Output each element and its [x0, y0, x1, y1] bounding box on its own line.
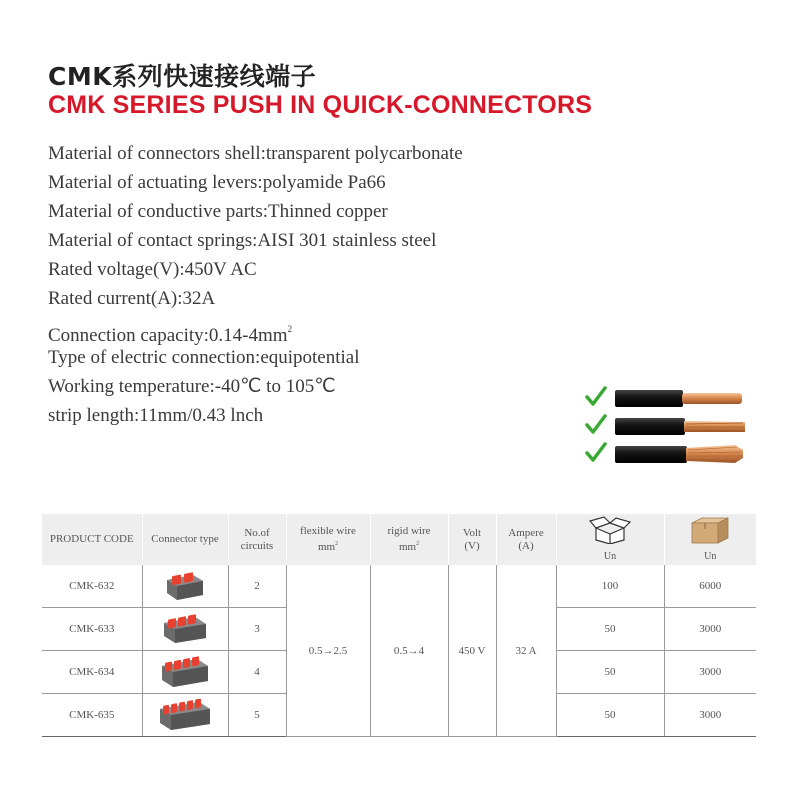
page-title-english: CMK SERIES PUSH IN QUICK-CONNECTORS [48, 91, 593, 119]
circuits-cell: 5 [228, 694, 286, 737]
small-box-qty-cell: 50 [556, 608, 664, 651]
spec-item: Type of electric connection:equipotential [48, 346, 360, 368]
open-box-icon [588, 516, 632, 544]
table-header-row [42, 514, 756, 565]
carton-qty-cell: 3000 [664, 651, 756, 694]
spec-item: Material of contact springs:AISI 301 stainless steel [48, 230, 437, 252]
header-volt: Volt (V) [448, 514, 496, 565]
spec-item: Material of actuating levers:polyamide Pa66 [48, 172, 386, 194]
rigid-wire-cell: 0.5→4 [370, 565, 448, 737]
spec-item: Material of conductive parts:Thinned copper [48, 201, 388, 223]
product-table [42, 514, 756, 737]
check-icon [587, 444, 605, 460]
stripped-wire-illustration [585, 380, 755, 470]
stranded-wire [615, 418, 745, 435]
connector-5-icon [157, 699, 213, 731]
carton-qty-cell: 6000 [664, 565, 756, 608]
spec-item: Rated voltage(V):450V AC [48, 259, 257, 281]
page-title-chinese: CMK系列快速接线端子 [48, 62, 317, 91]
circuits-cell: 3 [228, 608, 286, 651]
header-rigid-wire: rigid wire $mm^2$ [370, 514, 448, 565]
fine-stranded-wire [615, 445, 743, 463]
connector-image-cell [142, 608, 228, 651]
solid-wire [615, 390, 742, 407]
header-connector-type: Connector type [142, 514, 228, 565]
volt-cell: 450 V [448, 565, 496, 737]
spec-item: Rated current(A):32A [48, 288, 216, 310]
product-code-cell: CMK-633 [42, 608, 142, 651]
ampere-cell: 32 A [496, 565, 556, 737]
header-ampere: Ampere (A) [496, 514, 556, 565]
table-row [42, 565, 756, 608]
small-box-qty-cell: 50 [556, 694, 664, 737]
connector-3-icon [161, 614, 209, 644]
connector-4-icon [159, 656, 211, 688]
carton-box-icon [688, 516, 732, 544]
specification-list [48, 142, 463, 433]
connector-image-cell [142, 694, 228, 737]
check-icon [587, 416, 605, 432]
flexible-wire-cell: 0.5→2.5 [286, 565, 370, 737]
product-code-cell: CMK-632 [42, 565, 142, 608]
header-flexible-wire: flexible wire $mm^2$ [286, 514, 370, 565]
header-circuits: No.of circuits [228, 514, 286, 565]
connector-image-cell [142, 565, 228, 608]
circuits-cell: 2 [228, 565, 286, 608]
small-box-qty-cell: 50 [556, 651, 664, 694]
check-icon [587, 388, 605, 404]
connector-2-icon [163, 571, 207, 601]
carton-qty-cell: 3000 [664, 608, 756, 651]
product-code-cell: CMK-634 [42, 651, 142, 694]
small-box-qty-cell: 100 [556, 565, 664, 608]
circuits-cell: 4 [228, 651, 286, 694]
header-carton: Un [664, 514, 756, 565]
spec-item: Material of connectors shell:transparent polycarbonate [48, 143, 463, 164]
spec-item: Connection $capacity:0.14-4mm^2$ [48, 323, 293, 346]
superscript: 2 [287, 323, 293, 334]
header-product-code: PRODUCT CODE [42, 514, 142, 565]
spec-item: strip length:11mm/0.43 lnch [48, 404, 264, 426]
product-code-cell: CMK-635 [42, 694, 142, 737]
spec-item: Working temperature:-40℃ to 105℃ [48, 375, 336, 397]
header-small-box: Un [556, 514, 664, 565]
carton-qty-cell: 3000 [664, 694, 756, 737]
connector-image-cell [142, 651, 228, 694]
